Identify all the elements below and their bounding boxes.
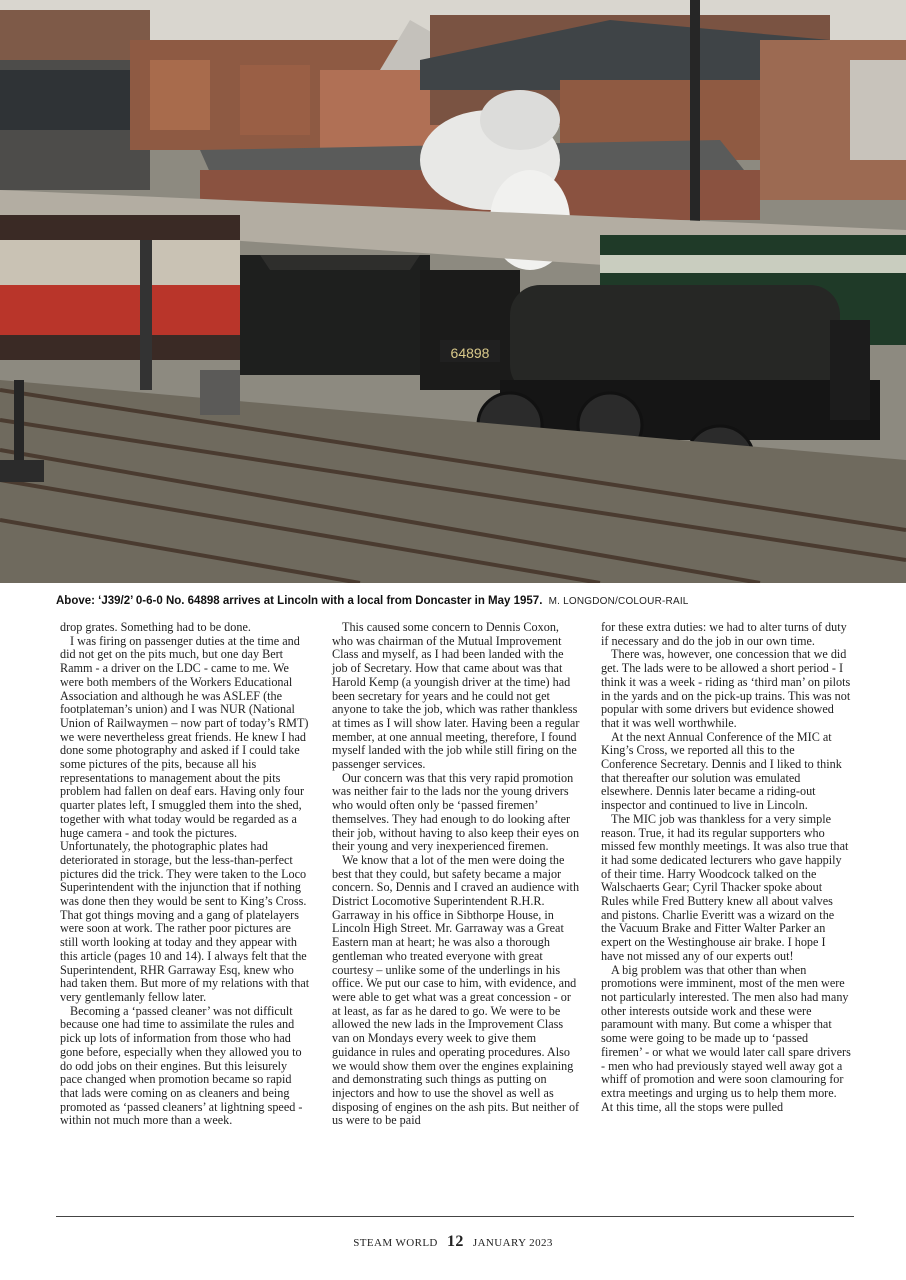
paragraph: A big problem was that other than when promotions were imminent, most of the men were not particularly interested. The men also had many other interests outside work and these were paramount with many. But come a whisper that some were going to be made up to ‘passed firemen’ - or what we would later call spare drivers - men who had previously stayed well away got a whiff of promotion and were soon clamouring for extra meetings and urging us to help them more. At this time, all the stops were pulled	[601, 962, 851, 1114]
steam-locomotive-photo-icon	[0, 0, 906, 583]
paragraph: At the next Annual Conference of the MIC at King’s Cross, we reported all this to the Conference Secretary. Dennis and I liked to think that thereafter our solution was emulated elsewhere. Dennis later became a riding-out inspector and continued to live in Lincoln.	[601, 729, 842, 813]
photo-credit: M. LONGDON/COLOUR-RAIL	[548, 596, 689, 607]
magazine-name: STEAM WORLD	[353, 1237, 438, 1249]
paragraph: This caused some concern to Dennis Coxon, who was chairman of the Mutual Improvement Class and myself, as I had been landed with the job of Secretary. How that came about was that Harold Kemp (a youngish driver at the time) had been secretary for years and he could not get anyone to take the job, which was rather thankless at times as I will show later. Having been a regular member, at one annual meeting, therefore, I found myself landed with the job while still firing on the passenger services.	[332, 620, 580, 772]
page-footer	[0, 1233, 906, 1251]
engine-number-plate: 64898	[450, 345, 490, 361]
issue-date: JANUARY 2023	[472, 1237, 553, 1249]
paragraph: Becoming a ‘passed cleaner’ was not difficult because one had time to assimilate the rules and pick up lots of information from those who had gone before, especially when they allowed you to do odd jobs on their engines. But this leisurely pace changed when promotion became so rapid that lads were coming on as cleaners and being promoted as ‘passed cleaners’ at lightning speed - within not much more than a week.	[60, 1003, 303, 1128]
locomotive-photo	[0, 0, 906, 583]
paragraph: We know that a lot of the men were doing the best that they could, but safety became a major concern. So, Dennis and I craved an audience with District Locomotive Superintendent R.H.R. Garraway in his office in Sibthorpe House, in Lincoln High Street. Mr. Garraway was a Great Eastern man at heart; he was also a thorough gentleman who treated everyone with great courtesy – unlike some of the underlings in his office. We put our case to him, with evidence, and were able to get what was a great concession - or at least, as far as he dared to go. We were to be allowed the new lads in the Improvement Class van on Mondays every week to give them guidance in rules and operating procedures. Also we would show them over the engines explaining and demonstrating such things as putting on injectors and how to use the shovel as well as disposing of engines on the ash pits. But neither of us were to be paid	[332, 852, 580, 1128]
paragraph: There was, however, one concession that we did get. The lads were to be allowed a short period - I think it was a week - riding as ‘third man’ on pilots in the yards and on the pick-up trains. This was not popular with some drivers but evidence showed that it was well worthwhile.	[601, 647, 851, 730]
paragraph: I was firing on passenger duties at the time and did not get on the pits much, but one day Bert Ramm - a driver on the LDC - came to me. We were both members of the Workers Educational Association and although he was ASLEF (the footplateman’s union) and I was NUR (National Union of Railwaymen – now part of today’s RMT) we were nevertheless great friends. He knew I had done some photography and asked if I could take some pictures of the pits, because all his representations to management about the pits problem had fallen on deaf ears. Having only four quarter plates left, I smuggled them into the shed, together with what today would be regarded as a huge camera - and took the pictures. Unfortunately, the photographic plates had deteriorated in storage, but the less-than-perfect pictures did the trick. They were taken to the Loco Superintendent with the injunction that if nothing was done then they would be sent to King’s Cross. That got things moving and a gang of platelayers were soon at work. The rather poor pictures are still worth looking at today and they appear with this article (pages 10 and 14). I always felt that the Superintendent, RHR Garraway Esq, knew who had taken them. But more of my relations with that very gentlemanly fellow later.	[60, 633, 310, 1004]
paragraph: drop grates. Something had to be done.	[60, 620, 251, 634]
article-column-1	[60, 621, 310, 1128]
article-column-2	[332, 621, 582, 1128]
caption-text: Above: ‘J39/2’ 0-6-0 No. 64898 arrives at Lincoln with a local from Doncaster in May 1957.	[56, 595, 543, 607]
paragraph: Our concern was that this very rapid promotion was neither fair to the lads nor the young drivers who would often only be ‘passed firemen’ themselves. They had enough to do looking after their job, without having to also keep their eyes on their young and very inexperienced firemen.	[332, 770, 580, 854]
photo-caption	[56, 594, 856, 609]
paragraph: for these extra duties: we had to alter turns of duty if necessary and do the job in our own time.	[601, 620, 847, 648]
footer-rule	[56, 1216, 854, 1217]
paragraph: The MIC job was thankless for a very simple reason. True, it had its regular supporters who missed few monthly meetings. It was also true that it had some dedicated lecturers who gave happily of their time. Harry Woodcock talked on the Walschaerts Gear; Cyril Thacker spoke about Rules while Fred Buttery knew all about valves and pistons. Charlie Everitt was a wizard on the the Vacuum Brake and Fitter Walter Parker an expert on the Westinghouse air brake. I hope I have not missed any of our experts out!	[601, 811, 849, 963]
page-number: 12	[446, 1233, 464, 1250]
article-column-3	[601, 621, 851, 1114]
